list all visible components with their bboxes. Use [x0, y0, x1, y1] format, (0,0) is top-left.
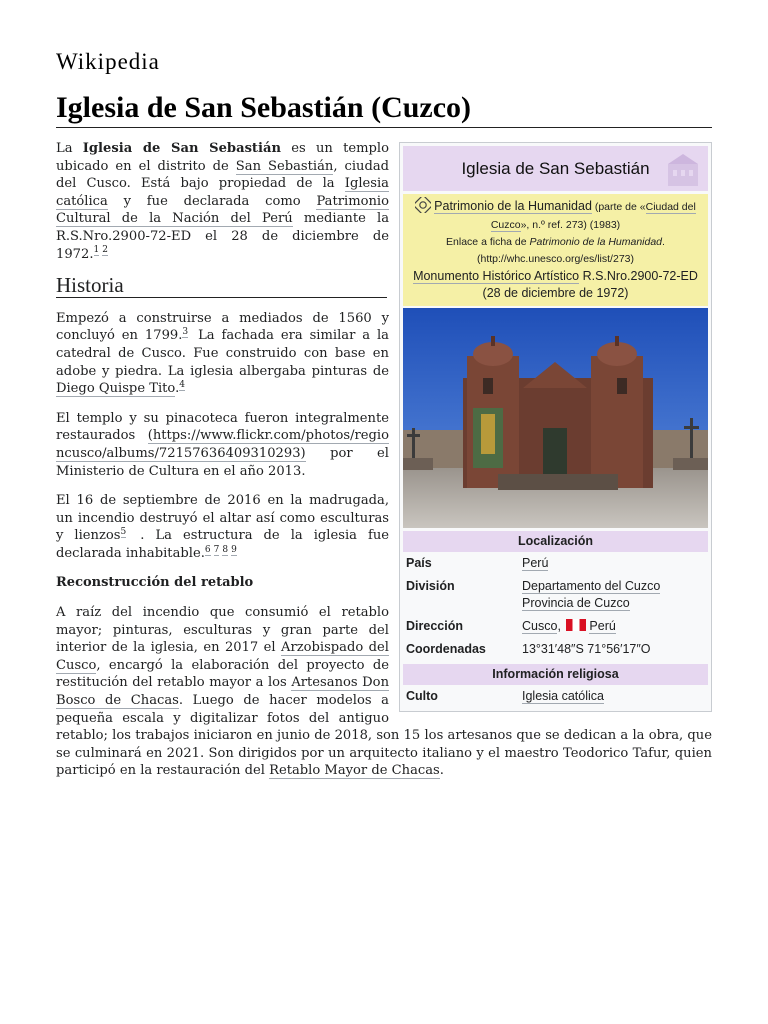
diego-quispe-tito-link[interactable]: Diego Quispe Tito: [56, 381, 176, 397]
heritage-link-prefix: Enlace a ficha de: [446, 236, 530, 248]
ref-3-link[interactable]: 3: [182, 326, 189, 337]
ref-5-link[interactable]: 5: [120, 526, 127, 537]
ref-6-link[interactable]: 6: [204, 544, 211, 555]
arzobispado-link[interactable]: Arzobispado del Cusco: [56, 640, 389, 673]
historia-p1-text-2: La fachada era similar a la catedral de Cusco. Fue construido con base en adobe y piedra. La iglesia albergaba pinturas de: [56, 328, 389, 379]
ref-7-link[interactable]: 7: [213, 544, 220, 555]
reconstruccion-text-2: , encargó la elaboración del proyecto de restitución del retablo mayor a los: [56, 657, 389, 691]
ref-2-link[interactable]: 2: [102, 245, 108, 256]
peru-flag-icon: [566, 619, 586, 631]
reconstruccion-text-4: .: [439, 763, 444, 779]
unesco-icon: [415, 197, 431, 213]
heritage-part-open: (parte de «: [591, 201, 646, 213]
coordinates-link[interactable]: 13°31′48″S 71°56′17″O: [522, 642, 651, 656]
intro-text-1: La: [56, 141, 83, 156]
wordmark-text: Wikipedia: [56, 49, 160, 74]
heritage-ref: », n.º ref. 273) (1983): [520, 219, 621, 231]
reconstruccion-text-3: . Luego de hacer modelos a pequeña escala y digitalizar fotos del antiguo retablo; los trabajos iniciaron en junio de 2018, son 15 los artesanos que se dedican a la obra, que se culminará en 2021. Son dirigidos por un arquitecto italiano y el maestro Teodorico Tafur, quien participó en la restauración del: [56, 693, 712, 779]
cult-row: [403, 685, 708, 708]
cult-link[interactable]: Iglesia católica: [522, 689, 604, 703]
ref-9-link[interactable]: 9: [231, 544, 237, 555]
historia-p3-text-2: . La estructura de la iglesia fue declarada inhabitable.: [56, 528, 390, 561]
ref-8-link[interactable]: 8: [222, 544, 229, 555]
historia-p1-text-1: Empezó a construirse a mediados de 1560 y concluyó en 1799.: [56, 310, 389, 344]
location-section-header: Localización: [403, 531, 708, 552]
infobox-title: Iglesia de San Sebastián: [461, 159, 650, 178]
retablo-mayor-chacas-link[interactable]: Retablo Mayor de Chacas: [269, 763, 440, 779]
historia-p1-text-3: .: [175, 381, 180, 397]
intro-text-2: es un templo ubicado en el distrito de: [56, 141, 389, 174]
intro-text-4: y fue declarada como: [107, 193, 317, 209]
wikipedia-wordmark[interactable]: [56, 48, 712, 76]
article-body: [56, 140, 712, 780]
city-link[interactable]: Cusco: [522, 619, 558, 633]
cult-label: Culto: [406, 689, 438, 703]
reconstruccion-text-1: A raíz del incendio que consumió el retablo mayor; pinturas, esculturas y gran parte del interior de la iglesia, en 2017 el: [56, 605, 389, 656]
historia-p3-text-1: El 16 de septiembre de 2016 en la madrugada, un incendio destruyó el altar así como esculturas y lienzos: [56, 493, 389, 544]
coordinates-label: Coordenadas: [406, 642, 486, 656]
world-heritage-link[interactable]: Patrimonio de la Humanidad: [434, 199, 592, 213]
artesanos-don-bosco-link[interactable]: Artesanos Don Bosco de Chacas: [56, 675, 389, 709]
building-icon: [664, 150, 702, 188]
department-link[interactable]: Departamento del Cuzco: [522, 579, 661, 593]
country-row: [403, 552, 708, 575]
ref-4-link[interactable]: 4: [179, 379, 185, 390]
province-link[interactable]: Provincia de Cuzco: [522, 596, 630, 610]
religion-section-header: Información religiosa: [403, 664, 708, 685]
address-country-link[interactable]: Perú: [589, 619, 616, 633]
historia-p2-text-1: El templo y su pinacoteca fueron integralmente restaurados: [56, 410, 389, 444]
monument-link[interactable]: Monumento Histórico Artístico: [413, 269, 580, 283]
page-title: Iglesia de San Sebastián (Cuzco): [56, 90, 712, 128]
country-label: País: [406, 556, 432, 570]
page: [56, 48, 712, 792]
ref-group: [94, 245, 111, 255]
coordinates-row: [403, 638, 708, 661]
intro-text-5: mediante la R.S.Nro.2900-72-ED el 28 de diciembre de 1972.: [56, 211, 389, 262]
intro-bold-title: Iglesia de San Sebastián: [82, 141, 281, 156]
address-label: Dirección: [406, 619, 463, 633]
infobox: [399, 142, 712, 712]
ref-1-link[interactable]: 1: [93, 245, 100, 256]
national-heritage-link[interactable]: Patrimonio Cultural de la Nación del Perú: [56, 193, 389, 227]
country-link[interactable]: Perú: [522, 556, 549, 570]
address-row: [403, 615, 708, 638]
heritage-box: [403, 194, 708, 306]
address-separator: ,: [557, 619, 561, 633]
historia-p2-text-2: por el Ministerio de Cultura en el año 2013.: [56, 445, 389, 479]
san-sebastian-district-link[interactable]: San Sebastián: [235, 158, 334, 174]
flickr-link[interactable]: (https://www.flickr.com/photos/regioncusco/albums/72157636409310293): [56, 428, 389, 461]
catholic-church-link[interactable]: Iglesia católica: [56, 176, 389, 209]
division-label: División: [406, 579, 455, 593]
reconstruccion-heading: Reconstrucción del retablo: [56, 575, 254, 591]
church-photo[interactable]: [403, 308, 708, 528]
historia-heading: Historia: [56, 277, 387, 298]
intro-text-3: , ciudad del Cusco. Está bajo propiedad de la: [56, 158, 390, 192]
heritage-italic: Patrimonio de la Humanidad: [529, 236, 663, 248]
monument-resolution: R.S.Nro.2900-72-ED (28 de diciembre de 1972): [482, 269, 698, 300]
ciudad-del-cuzco-link[interactable]: Ciudad del Cuzco: [490, 201, 696, 231]
division-row: [403, 575, 708, 615]
infobox-title-bar: [403, 146, 708, 191]
heritage-url: . (http://whc.unesco.org/es/list/273): [477, 236, 665, 265]
